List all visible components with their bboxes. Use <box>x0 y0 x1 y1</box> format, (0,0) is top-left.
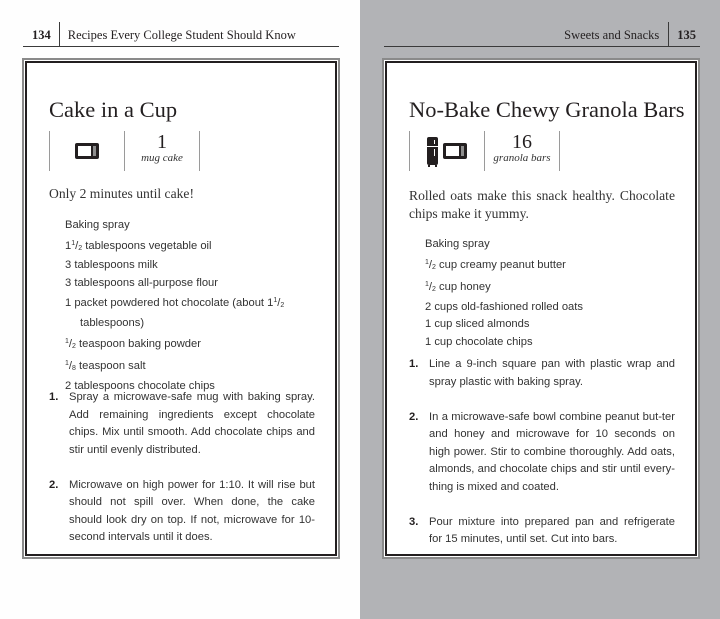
yield <box>125 131 199 171</box>
ingredient: 2 cups old-fashioned rolled oats <box>425 300 583 313</box>
running-head-title: Sweets and Snacks <box>564 28 660 42</box>
step-list <box>49 389 315 564</box>
step-text: Line a 9-inch square pan with plastic wrap and spray plastic with baking spray. <box>429 358 675 388</box>
step-number: 1. <box>409 358 419 370</box>
yield-unit: mug cake <box>141 152 183 164</box>
step <box>409 356 675 391</box>
refrigerator-icon <box>427 137 438 165</box>
recipe-card-granola-bars <box>385 61 697 556</box>
ingredient: 3 tablespoons all-purpose flour <box>65 276 218 289</box>
ingredient: $^1/_2$ cup creamy peanut butter <box>425 258 566 271</box>
page-number: 134 <box>32 28 51 42</box>
step-number: 1. <box>49 391 59 403</box>
microwave-icon <box>443 143 467 159</box>
ingredient: Baking spray <box>425 238 490 250</box>
ingredient: 1 cup sliced almonds <box>425 318 530 331</box>
ingredient: $1^1/_2$ tablespoons vegetable oil <box>65 239 212 252</box>
ingredient-continuation: tablespoons) <box>80 316 145 329</box>
running-head-left <box>23 22 339 47</box>
recipe-intro: Rolled oats make this snack healthy. Chocolate chips make it yummy. <box>409 188 675 221</box>
yield-number: 16 <box>512 131 532 153</box>
running-head-title: Recipes Every College Student Should Know <box>67 28 296 42</box>
recipe-title: No-Bake Chewy Granola Bars <box>409 97 685 122</box>
right-page <box>360 0 720 619</box>
ingredient-list <box>425 236 675 352</box>
ingredient: $^1/_8$ teaspoon salt <box>65 360 146 373</box>
divider <box>559 131 560 171</box>
recipe-title: Cake in a Cup <box>49 97 178 122</box>
recipe-card-cake-in-a-cup <box>25 61 337 556</box>
ingredient: Baking spray <box>65 219 130 231</box>
appliance-icons <box>50 131 124 171</box>
step-text: In a microwave-safe bowl combine peanut but-ter and honey and microwave for 10 seconds on high power. Stir to combine thoroughly. Add oats, almonds, and chocolate chips and stir until every-thing is mixed and coated. <box>429 410 675 493</box>
yield-number: 1 <box>157 131 167 153</box>
step-number: 3. <box>409 515 419 528</box>
step-text: Microwave on high power for 1:10. It will rise but should not spill over. When done, the cake should look dry on top. If not, microwave for 10-second intervals until it does. <box>69 478 315 543</box>
ingredient-list <box>65 217 315 395</box>
microwave-icon <box>75 143 99 159</box>
ingredient: 2 tablespoons chocolate chips <box>65 379 215 392</box>
recipe-info-row <box>49 131 200 171</box>
ingredient: $^1/_2$ teaspoon baking powder <box>65 337 201 350</box>
step-list <box>409 356 675 566</box>
step <box>409 409 675 497</box>
recipe-intro: Only 2 minutes until cake! <box>49 186 194 201</box>
step-text: Pour mixture into prepared pan and refrigerate for 15 minutes, until set. Cut into bars. <box>429 515 675 545</box>
appliance-icons <box>410 131 484 171</box>
step-text: Spray a microwave-safe mug with baking spray. Add remaining ingredients except chocolate chips. Mix until smooth. Add chocolate chips and stir until evenly distributed. <box>69 391 315 456</box>
step <box>409 514 675 549</box>
step-number: 2. <box>49 478 59 491</box>
step-number: 2. <box>409 410 419 423</box>
ingredient: $^1/_2$ cup honey <box>425 281 491 294</box>
step <box>49 477 315 547</box>
ingredient: 1 packet powdered hot chocolate (about $1^1/_2$ <box>65 297 285 310</box>
step <box>49 389 315 459</box>
yield <box>485 131 559 171</box>
page-number: 135 <box>677 28 696 42</box>
yield-unit: granola bars <box>493 152 551 164</box>
recipe-info-row <box>409 131 560 171</box>
ingredient: 1 cup chocolate chips <box>425 335 533 348</box>
ingredient: 3 tablespoons milk <box>65 259 158 272</box>
divider <box>199 131 200 171</box>
running-head-right <box>384 22 700 47</box>
